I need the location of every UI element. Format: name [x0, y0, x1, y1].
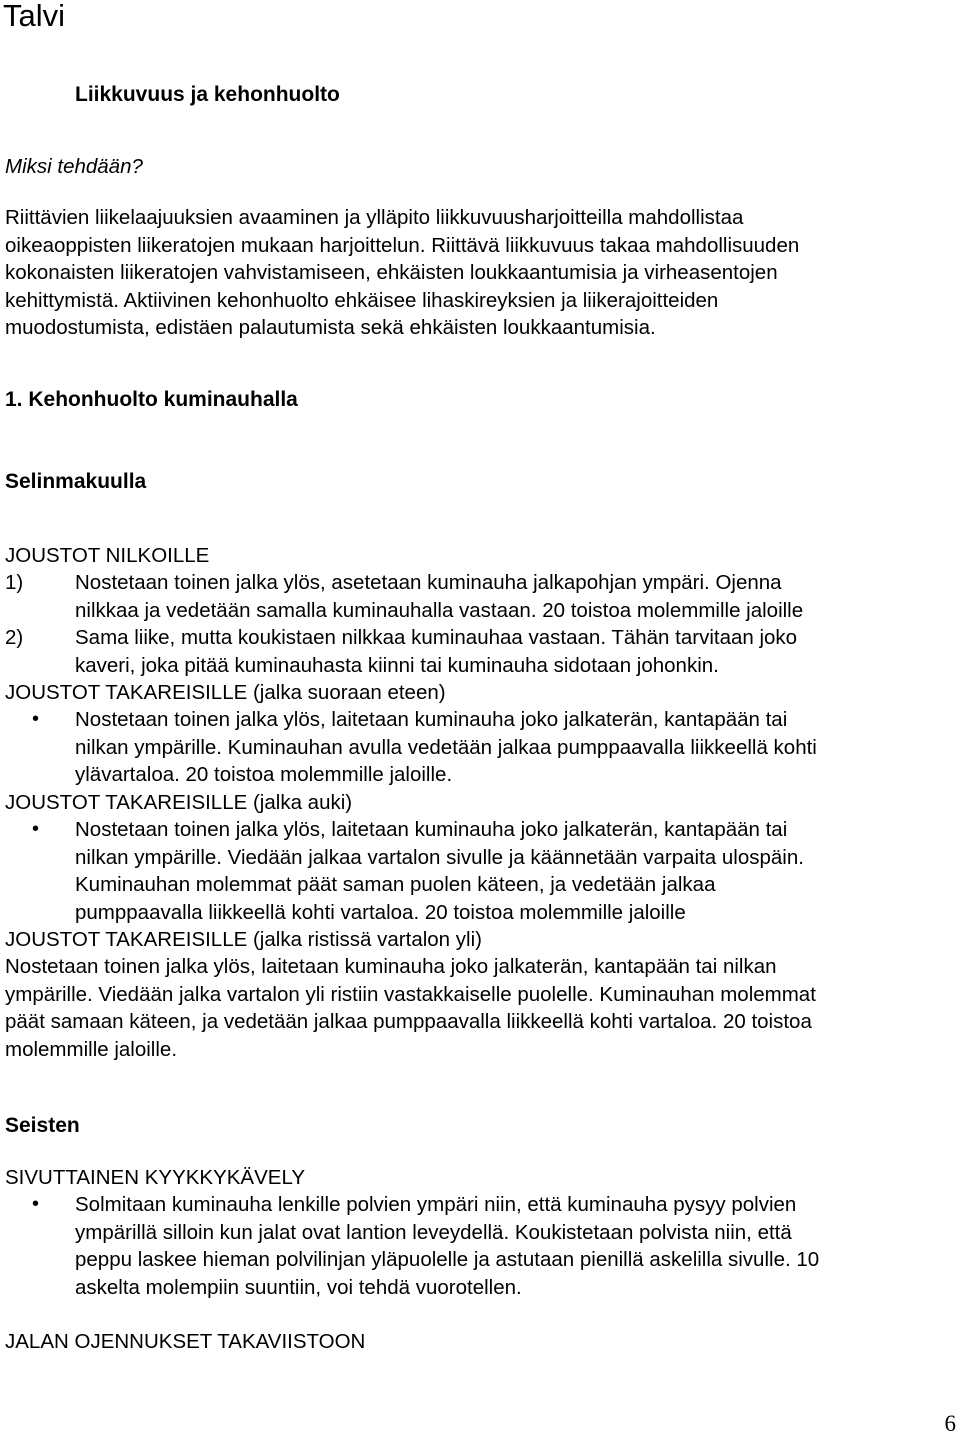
ankle-item-2-number: 2) [5, 626, 24, 649]
page-number: 6 [944, 1411, 956, 1436]
ankle-stretch-heading: JOUSTOT NILKOILLE [5, 544, 210, 567]
side-walk-item [5, 1191, 950, 1301]
ankle-item-2-text: Sama liike, mutta koukistaen nilkkaa kuminauhaa vastaan. Tähän tarvitaan joko kaveri, joka pitää kuminauhasta kiinni tai kuminauha sidotaan johonkin. [75, 626, 798, 677]
hamstring-open-item [5, 816, 950, 926]
document-subtitle: Liikkuvuus ja kehonhuolto [75, 83, 340, 106]
hamstring-cross-heading: JOUSTOT TAKAREISILLE (jalka ristissä vartalon yli) [5, 928, 482, 951]
lying-heading: Selinmakuulla [5, 470, 147, 493]
bullet-dot: • [32, 1193, 40, 1215]
intro-paragraph: Riittävien liikelaajuuksien avaaminen ja ylläpito liikkuvuusharjoitteilla mahdollistaa oikeaoppisten liikeratojen mukaan harjoittelun. Riittävä liikkuvuus takaa mahdollisuuden kokonaisten liikeratojen vahvistamiseen, ehkäisten loukkaantumisia ja virheasentojen kehittymistä. Aktiivinen kehonhuolto ehkäisee lihaskireyksien ja liikerajoitteiden muodostumista, edistäen palautumista sekä ehkäisten loukkaantumisia. [5, 206, 800, 339]
side-walk-text: Solmitaan kuminauha lenkille polvien ympäri niin, että kuminauha pysyy polvien ympärillä silloin kun jalat ovat lantion leveydellä. Koukistetaan polvista niin, että peppu laskee hieman polvilinjan yläpuolelle ja astutaan pienillä askelilla sivulle. 10 askelta molempiin suuntiin, voi tehdä vuorotellen. [75, 1193, 820, 1299]
hamstring-cross-text: Nostetaan toinen jalka ylös, laitetaan kuminauha joko jalkaterän, kantapään tai nilkan ympärille. Viedään jalka vartalon yli ristiin vastakkaiselle puolelle. Kuminauhan molemmat päät samaan käteen, ja vedetään jalkaa pumppaavalla liikkeellä kohti vartaloa. 20 toistoa molemmille jaloille. [5, 955, 816, 1061]
why-heading: Miksi tehdään? [5, 155, 143, 178]
hamstring-straight-heading: JOUSTOT TAKAREISILLE (jalka suoraan eteen) [5, 681, 446, 704]
hamstring-straight-item [5, 706, 950, 789]
hamstring-open-text: Nostetaan toinen jalka ylös, laitetaan kuminauha joko jalkaterän, kantapään tai nilkan ympärille. Viedään jalkaa vartalon sivulle ja käännetään varpaita ulospäin. Kuminauhan molemmat päät saman puolen käteen, ja vedetään jalkaa pumppaavalla liikkeellä kohti vartaloa. 20 toistoa molemmille jaloille [75, 818, 804, 924]
hamstring-straight-text: Nostetaan toinen jalka ylös, laitetaan kuminauha joko jalkaterän, kantapään tai nilkan ympärille. Kuminauhan avulla vedetään jalkaa pumppaavalla liikkeellä kohti ylävartaloa. 20 toistoa molemmille jaloille. [75, 708, 817, 786]
standing-heading: Seisten [5, 1114, 80, 1137]
ankle-item-1-number: 1) [5, 571, 24, 594]
bullet-dot: • [32, 818, 40, 840]
ankle-item-1 [5, 569, 950, 624]
leg-extension-heading: JALAN OJENNUKSET TAKAVIISTOON [5, 1330, 366, 1353]
section-heading-resistance-band: 1. Kehonhuolto kuminauhalla [5, 388, 298, 411]
side-walk-heading: SIVUTTAINEN KYYKKYKÄVELY [5, 1166, 306, 1189]
page-title: Talvi [3, 0, 66, 33]
hamstring-open-heading: JOUSTOT TAKAREISILLE (jalka auki) [5, 791, 353, 814]
ankle-item-1-text: Nostetaan toinen jalka ylös, asetetaan kuminauha jalkapohjan ympäri. Ojenna nilkkaa ja vedetään samalla kuminauhalla vastaan. 20 toistoa molemmille jaloille [75, 571, 804, 622]
bullet-dot: • [32, 708, 40, 730]
ankle-item-2 [5, 624, 950, 679]
